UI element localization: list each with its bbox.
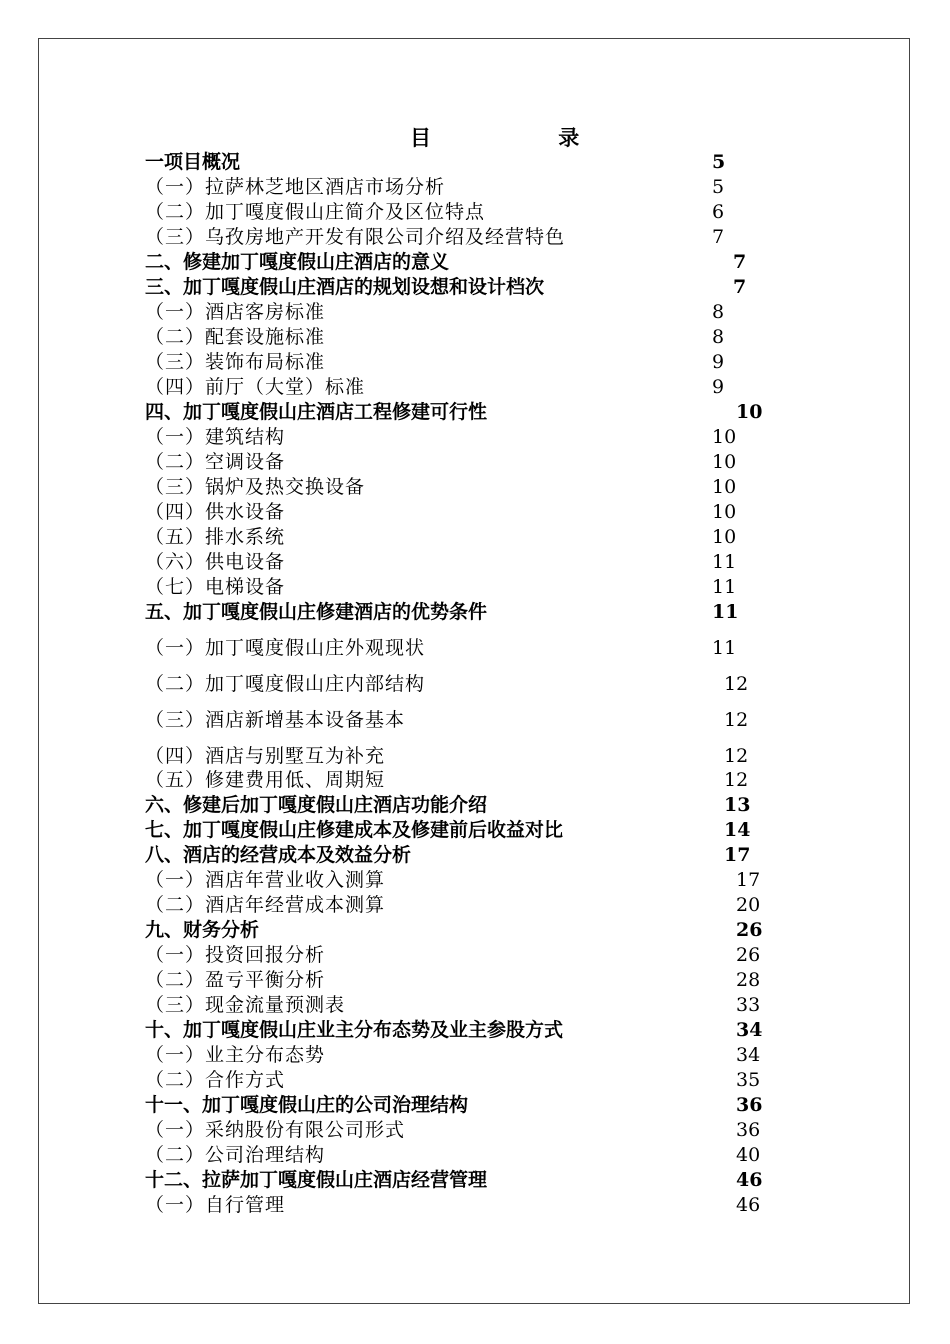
toc-page-number: 11	[712, 637, 737, 659]
toc-page-number: 7	[733, 276, 747, 298]
toc-section: （七）电梯设备	[145, 576, 286, 598]
toc-page-number: 36	[736, 1094, 763, 1116]
toc-page-number: 34	[736, 1044, 761, 1066]
toc-section: （一）采纳股份有限公司形式	[145, 1119, 406, 1141]
toc-section: （四）供水设备	[145, 501, 286, 523]
toc-page-number: 10	[712, 501, 737, 523]
toc-section: （五）修建费用低、周期短	[145, 769, 386, 791]
toc-section: （一）拉萨林芝地区酒店市场分析	[145, 176, 446, 198]
toc-page-number: 12	[724, 745, 749, 767]
toc-chapter: 十、加丁嘎度假山庄业主分布态势及业主参股方式	[145, 1019, 564, 1041]
toc-chapter: 五、加丁嘎度假山庄修建酒店的优势条件	[145, 601, 488, 623]
toc-page-number: 10	[712, 476, 737, 498]
toc-section: （二）酒店年经营成本测算	[145, 894, 386, 916]
toc-page-number: 8	[712, 326, 725, 348]
toc-chapter: 三、加丁嘎度假山庄酒店的规划设想和设计档次	[145, 276, 545, 298]
toc-section: （一）酒店客房标准	[145, 301, 326, 323]
toc-page-number: 9	[712, 351, 725, 373]
toc-page-number: 20	[736, 894, 761, 916]
toc-section: （三）酒店新增基本设备基本	[145, 709, 406, 731]
toc-title: 目 录	[410, 125, 640, 150]
toc-section: （三）锅炉及热交换设备	[145, 476, 366, 498]
toc-page-number: 26	[736, 919, 763, 941]
toc-page-number: 10	[712, 526, 737, 548]
toc-page-number: 17	[736, 869, 761, 891]
toc-chapter: 一项目概况	[145, 151, 241, 173]
toc-page-number: 12	[724, 673, 749, 695]
toc-page-number: 11	[712, 601, 739, 623]
toc-section: （三）现金流量预测表	[145, 994, 346, 1016]
toc-chapter: 九、财务分析	[145, 919, 260, 941]
toc-page-number: 12	[724, 709, 749, 731]
toc-section: （三）乌孜房地产开发有限公司介绍及经营特色	[145, 226, 566, 248]
toc-section: （四）前厅（大堂）标准	[145, 376, 366, 398]
toc-section: （一）建筑结构	[145, 426, 286, 448]
toc-page-number: 12	[724, 769, 749, 791]
toc-page-number: 6	[712, 201, 725, 223]
toc-page-number: 33	[736, 994, 761, 1016]
toc-page-number: 35	[736, 1069, 761, 1091]
toc-page-number: 7	[712, 226, 725, 248]
toc-page-number: 5	[712, 151, 726, 173]
toc-page-number: 26	[736, 944, 761, 966]
toc-page-number: 46	[736, 1194, 761, 1216]
toc-section: （二）加丁嘎度假山庄内部结构	[145, 673, 426, 695]
toc-section: （二）合作方式	[145, 1069, 286, 1091]
toc-section: （二）配套设施标准	[145, 326, 326, 348]
toc-chapter: 七、加丁嘎度假山庄修建成本及修建前后收益对比	[145, 819, 564, 841]
toc-chapter: 八、酒店的经营成本及效益分析	[145, 844, 412, 866]
toc-chapter: 十一、加丁嘎度假山庄的公司治理结构	[145, 1094, 469, 1116]
toc-page-number: 40	[736, 1144, 761, 1166]
toc-page-number: 46	[736, 1169, 763, 1191]
toc-section: （二）公司治理结构	[145, 1144, 326, 1166]
toc-page-number: 34	[736, 1019, 763, 1041]
toc-section: （四）酒店与别墅互为补充	[145, 745, 386, 767]
toc-page-number: 7	[733, 251, 747, 273]
toc-chapter: 十二、拉萨加丁嘎度假山庄酒店经营管理	[145, 1169, 488, 1191]
toc-section: （一）自行管理	[145, 1194, 286, 1216]
toc-page-number: 5	[712, 176, 725, 198]
toc-section: （五）排水系统	[145, 526, 286, 548]
toc-section: （一）酒店年营业收入测算	[145, 869, 386, 891]
toc-page-number: 14	[724, 819, 751, 841]
toc-page-number: 10	[712, 451, 737, 473]
toc-section: （一）业主分布态势	[145, 1044, 326, 1066]
toc-chapter: 二、修建加丁嘎度假山庄酒店的意义	[145, 251, 450, 273]
toc-section: （二）盈亏平衡分析	[145, 969, 326, 991]
toc-page-number: 11	[712, 551, 737, 573]
toc-section: （二）空调设备	[145, 451, 286, 473]
toc-chapter: 四、加丁嘎度假山庄酒店工程修建可行性	[145, 401, 488, 423]
toc-section: （一）加丁嘎度假山庄外观现状	[145, 637, 426, 659]
toc-page-number: 8	[712, 301, 725, 323]
toc-section: （三）装饰布局标准	[145, 351, 326, 373]
toc-page-number: 17	[724, 844, 751, 866]
toc-section: （一）投资回报分析	[145, 944, 326, 966]
toc-section: （六）供电设备	[145, 551, 286, 573]
toc-page-number: 11	[712, 576, 737, 598]
toc-page-number: 13	[724, 794, 751, 816]
toc-page-number: 10	[736, 401, 763, 423]
toc-section: （二）加丁嘎度假山庄简介及区位特点	[145, 201, 486, 223]
toc-page-number: 9	[712, 376, 725, 398]
toc-chapter: 六、修建后加丁嘎度假山庄酒店功能介绍	[145, 794, 488, 816]
toc-page-number: 36	[736, 1119, 761, 1141]
toc-page-number: 10	[712, 426, 737, 448]
toc-page-number: 28	[736, 969, 761, 991]
